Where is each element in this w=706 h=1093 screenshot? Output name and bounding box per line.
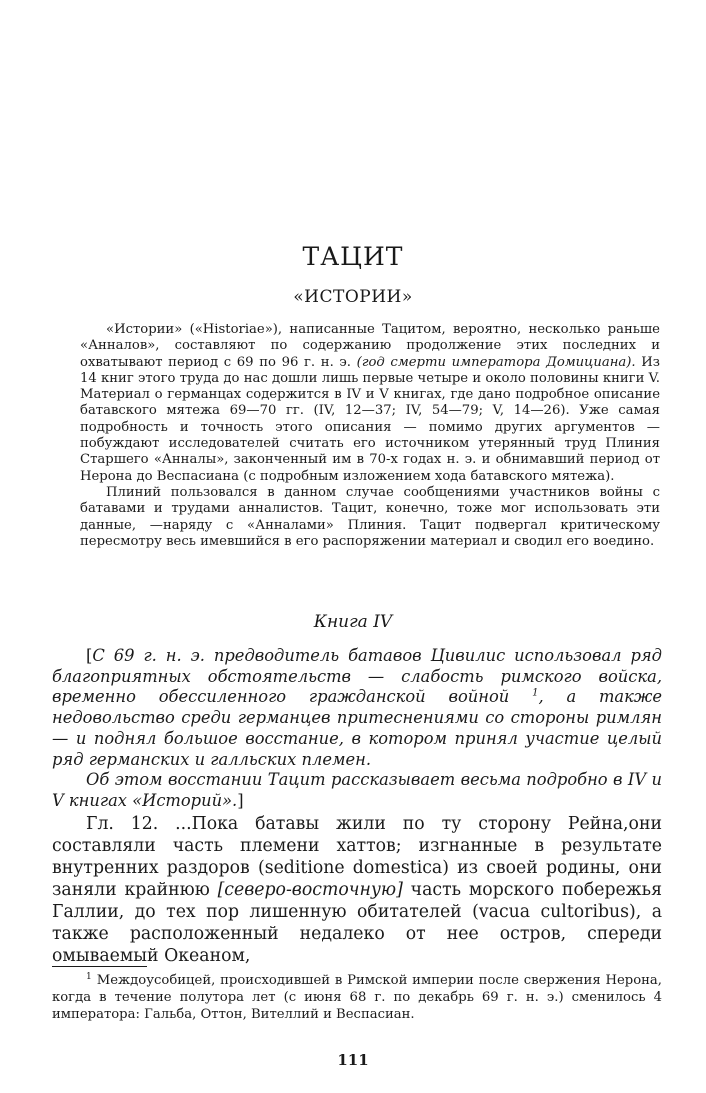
close-bracket: ]: [237, 790, 244, 810]
open-bracket: [: [86, 646, 93, 665]
footnote-paragraph: [52, 972, 662, 1023]
editorial-text: С 69 г. н. э. предводитель батавов Цивилис использовал ряд благоприятных обстоятельств — слабость римского войска, временно обессиленного гражданской войной: [52, 646, 662, 707]
footnote: [52, 972, 662, 1023]
introduction: [80, 322, 660, 550]
editorial-text: Об этом восстании Тацит рассказывает весьма подробно в IV и V книгах «Историй».: [52, 770, 662, 810]
intro-paragraph: [80, 322, 660, 485]
author-title: ТАЦИТ: [302, 242, 404, 271]
main-text-span: Гл. 12. ...Пока батавы жили по ту сторону Рейна,они составляли часть племени хаттов; изгнанные в результате внутренних раздоров (seditione domestica) из своей родины, они заняли крайнюю: [52, 814, 662, 900]
bracket-note: [северо-восточную]: [217, 880, 403, 900]
footnote-reference[interactable]: 1: [532, 687, 539, 699]
book-heading: Книга IV: [313, 612, 393, 632]
main-text-span: часть морского побережья Галлии, до тех пор лишенную обитателей (vacua cultoribus), а также расположенный недалеко от нее остров, спереди омываемый Океаном,: [52, 880, 662, 966]
editorial-text: , а также недовольство среди германцев притеснениями со стороны римлян — и поднял большое восстание, в котором принял участие целый ряд германских и галльских племен.: [52, 687, 662, 769]
footnote-marker: 1: [86, 971, 92, 982]
intro-text: Из 14 книг этого труда до нас дошли лишь первые четыре и около половины книги V. Материал о германцах содержится в IV и V книгах, где дано подробное описание батавского мятежа 69—70 гг. (IV, 12—37; IV, 54—79; V, 14—26). Уже самая подробность и точность этого описания — помимо других аргументов — побуждают исследователей считать его источником утерянный труд Плиния Старшего «Анналы», законченный им в 70-х годах н. э. и обнимавший период от Нерона до Веспасиана (с подробным изложением хода батавского мятежа).: [80, 354, 660, 484]
intro-text: «Истории» («Historiae»), написанные Тацитом, вероятно, несколько раньше «Анналов», составляют по содержанию продолжение этих последних и охватывают период с 69 по 96 г. н. э.: [80, 322, 660, 370]
main-paragraph: [52, 813, 662, 967]
intro-italic-note: (год смерти императора Домициана).: [356, 354, 636, 370]
work-title: «ИСТОРИИ»: [293, 287, 413, 307]
page-number: 111: [337, 1051, 369, 1069]
editorial-note: [52, 646, 662, 812]
footnote-divider: [52, 966, 147, 967]
editorial-paragraph: [52, 770, 662, 811]
footnote-text: Междоусобицей, происходившей в Римской империи после свержения Нерона, когда в течение полутора лет (с июня 68 г. по декабрь 69 г. н. э.) сменилось 4 императора: Гальба, Оттон, Вителлий и Веспасиан.: [52, 973, 662, 1022]
main-text: [52, 813, 662, 967]
editorial-paragraph: [52, 646, 662, 770]
intro-paragraph: Плиний пользовался в данном случае сообщениями участников войны с батавами и трудами анналистов. Тацит, конечно, тоже мог использовать эти данные, —наряду с «Анналами» Плиния. Тацит подвергал критическому пересмотру весь имевшийся в его распоряжении материал и сводил его воедино.: [80, 484, 660, 549]
